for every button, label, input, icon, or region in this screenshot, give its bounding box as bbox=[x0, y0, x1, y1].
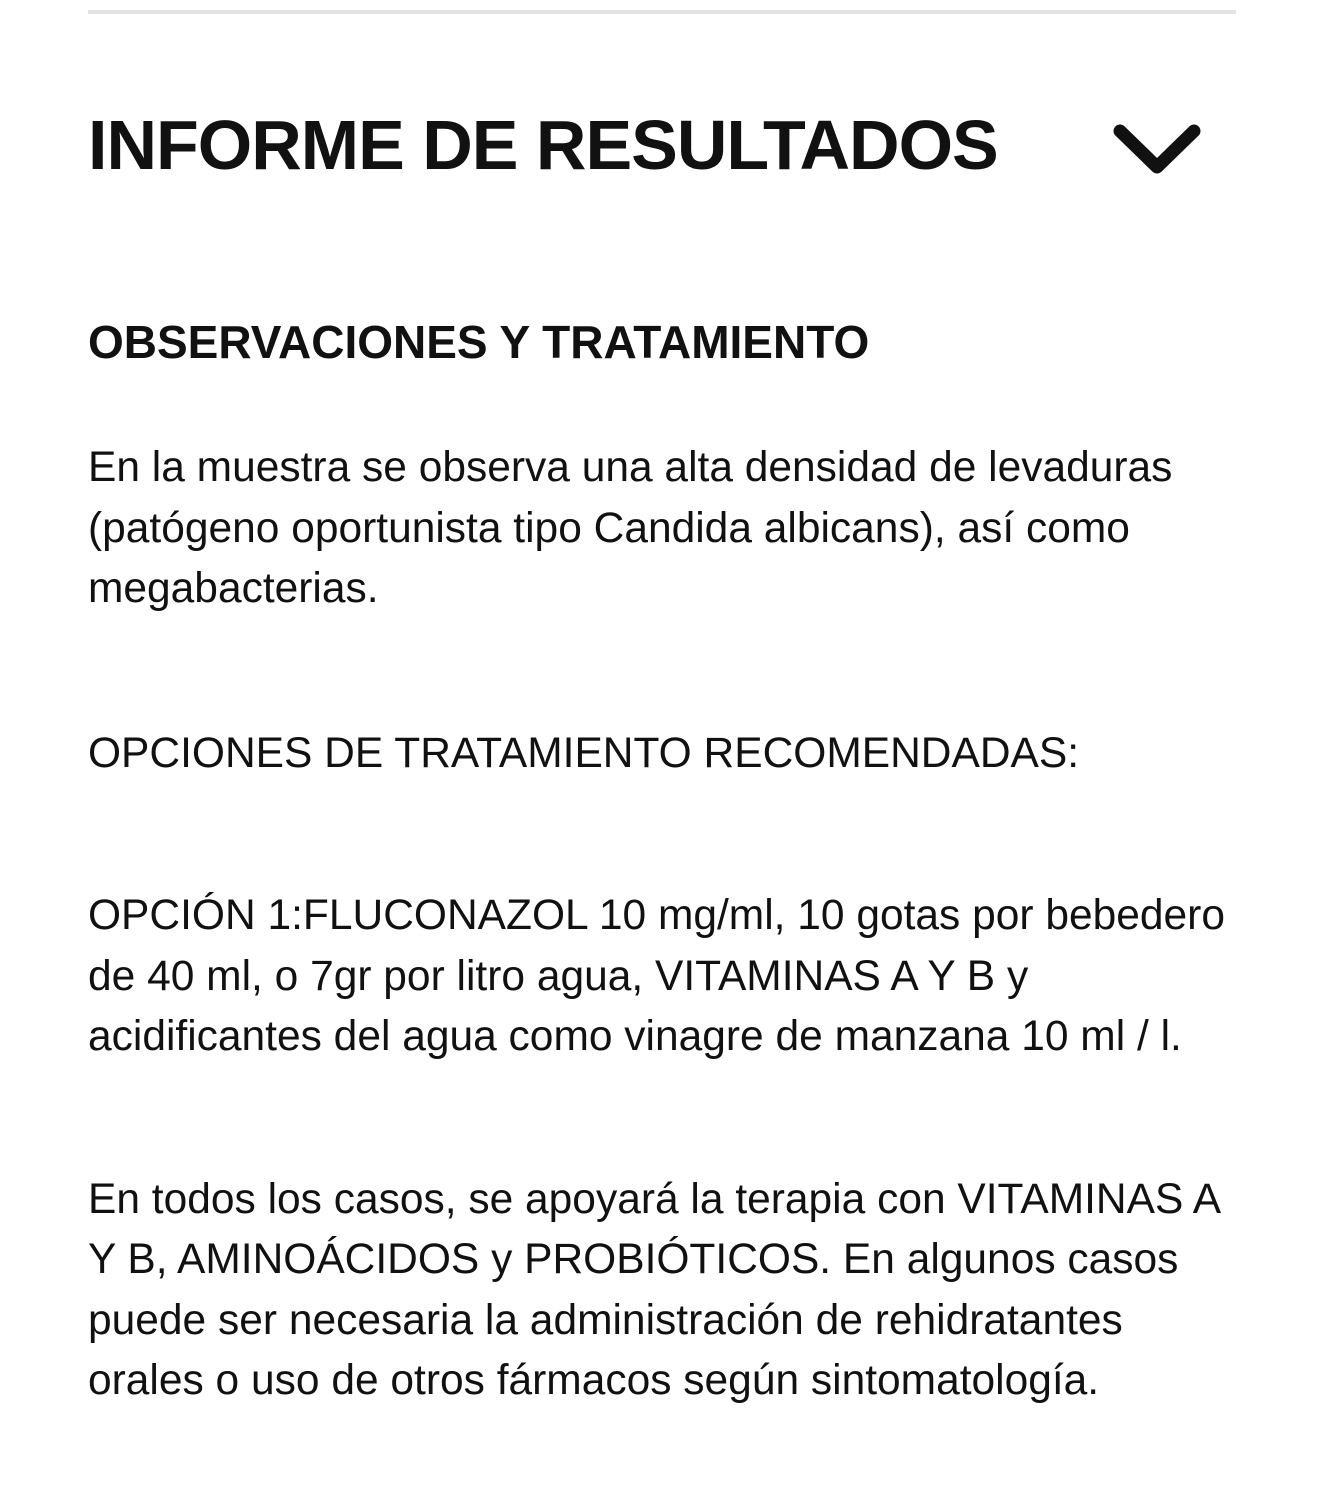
observation-text: En la muestra se observa una alta densidad de levaduras (patógeno oportunista tipo Candida albicans), así como megabacterias. bbox=[88, 444, 1173, 612]
results-accordion-header[interactable] bbox=[88, 100, 1236, 190]
general-note: En todos los casos, se apoyará la terapia con VITAMINAS A Y B, AMINOÁCIDOS y PROBIÓTICOS. En algunos casos puede ser necesaria la administración de rehidratantes orales o uso de otros fármacos según sintomatología. bbox=[88, 1175, 1219, 1404]
accordion-panel bbox=[88, 312, 1238, 1412]
treatment-option-1: OPCIÓN 1:FLUCONAZOL 10 mg/ml, 10 gotas por bebedero de 40 ml, o 7gr por litro agua, VITAMINAS A Y B y acidificantes del agua como vinagre de manzana 10 ml / l. bbox=[88, 892, 1225, 1060]
top-divider bbox=[88, 10, 1236, 14]
treatment-options-heading: OPCIONES DE TRATAMIENTO RECOMENDADAS: bbox=[88, 729, 1080, 777]
accordion-title: INFORME DE RESULTADOS bbox=[88, 106, 998, 184]
section-title: OBSERVACIONES Y TRATAMIENTO bbox=[88, 316, 870, 368]
chevron-down-icon[interactable] bbox=[1112, 121, 1202, 181]
